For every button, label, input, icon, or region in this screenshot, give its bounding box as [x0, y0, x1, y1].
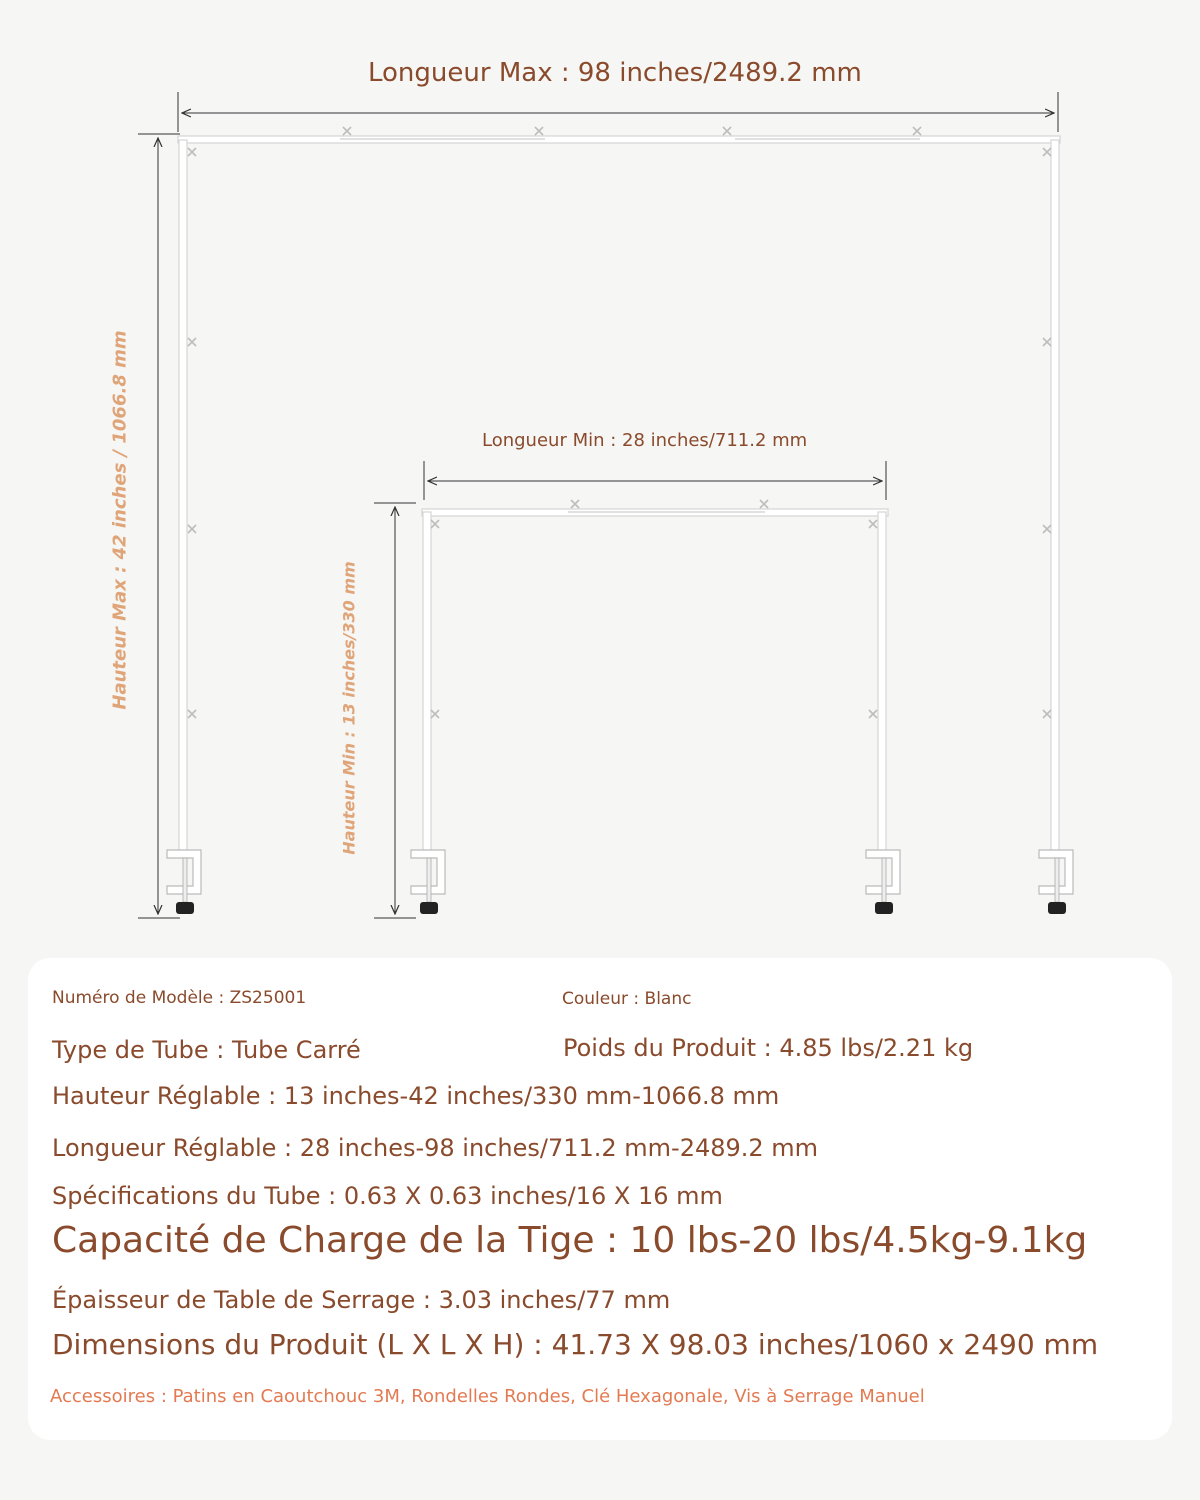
specifications-card [28, 958, 1172, 1440]
adjustable-height-spec: Hauteur Réglable : 13 inches-42 inches/330 mm-1066.8 mm [52, 1082, 780, 1110]
color-spec: Couleur : Blanc [562, 989, 692, 1009]
max-height-dimension-line [138, 134, 180, 918]
min-length-dimension-line [424, 461, 886, 500]
large-frame [178, 136, 1060, 850]
model-number: Numéro de Modèle : ZS25001 [52, 988, 307, 1008]
min-height-dimension-line [374, 503, 416, 918]
max-length-label: Longueur Max : 98 inches/2489.2 mm [368, 58, 862, 88]
small-frame [422, 509, 888, 850]
accessories-spec: Accessoires : Patins en Caoutchouc 3M, Rondelles Rondes, Clé Hexagonale, Vis à Serrage Manuel [50, 1386, 925, 1407]
weight-spec: Poids du Produit : 4.85 lbs/2.21 kg [563, 1034, 974, 1062]
clamp-icons [167, 850, 1073, 914]
hook-icons [188, 127, 1051, 718]
tube-specs: Spécifications du Tube : 0.63 X 0.63 inches/16 X 16 mm [52, 1182, 723, 1210]
load-capacity-spec: Capacité de Charge de la Tige : 10 lbs-20 lbs/4.5kg-9.1kg [52, 1220, 1088, 1261]
max-height-label: Hauteur Max : 42 inches / 1066.8 mm [109, 330, 131, 710]
max-length-dimension-line [178, 92, 1058, 132]
dimensions-spec: Dimensions du Produit (L X L X H) : 41.73 X 98.03 inches/1060 x 2490 mm [52, 1328, 1099, 1361]
adjustable-length-spec: Longueur Réglable : 28 inches-98 inches/711.2 mm-2489.2 mm [52, 1134, 819, 1162]
min-height-label: Hauteur Min : 13 inches/330 mm [339, 561, 359, 855]
min-length-label: Longueur Min : 28 inches/711.2 mm [482, 430, 808, 451]
clamp-thickness-spec: Épaisseur de Table de Serrage : 3.03 inches/77 mm [52, 1286, 671, 1314]
tube-type-spec: Type de Tube : Tube Carré [52, 1036, 361, 1064]
